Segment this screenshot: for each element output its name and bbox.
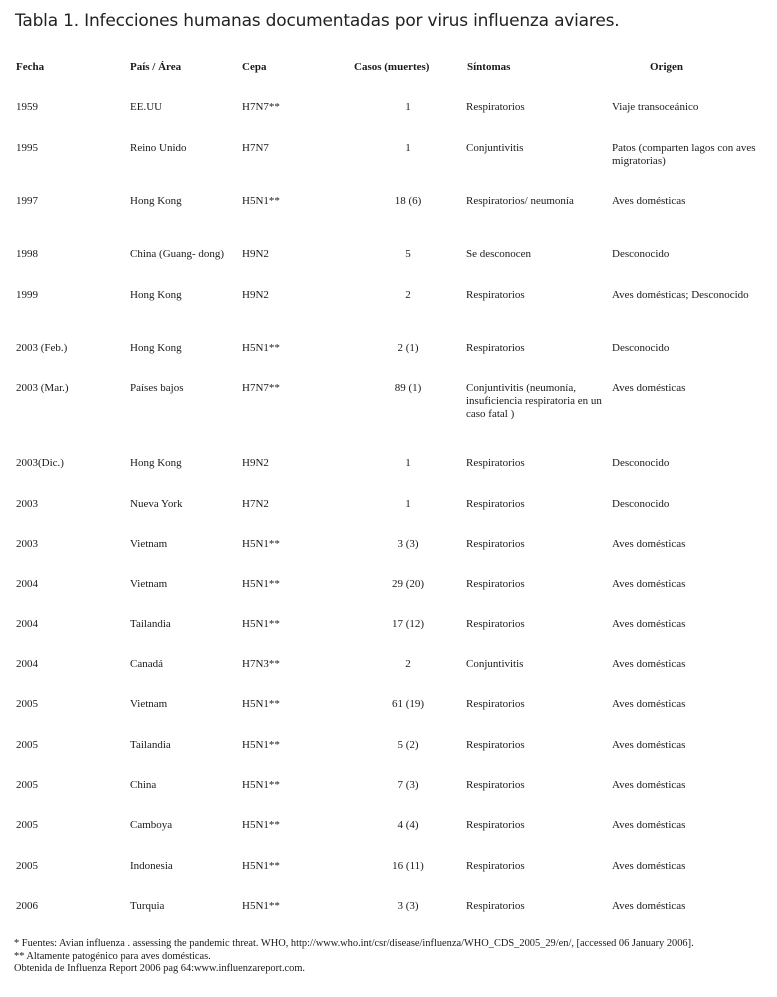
cell-pais: Vietnam bbox=[130, 698, 168, 710]
cell-origen: Desconocido bbox=[612, 342, 670, 354]
cell-cepa: H7N3** bbox=[242, 658, 280, 670]
cell-casos: 5 bbox=[405, 248, 411, 260]
cell-cepa: H7N2 bbox=[242, 498, 269, 510]
cell-fecha: 2003 (Mar.) bbox=[16, 382, 69, 394]
footnote-obtained-from: Obtenida de Influenza Report 2006 pag 64:www.influenzareport.com. bbox=[14, 963, 306, 974]
cell-sintomas: Respiratorios bbox=[466, 101, 525, 113]
cell-sintomas: Respiratorios bbox=[466, 618, 525, 630]
cell-fecha: 2003 bbox=[16, 498, 38, 510]
cell-casos: 1 bbox=[405, 142, 411, 154]
cell-casos: 2 (1) bbox=[397, 342, 419, 354]
cell-origen: Patos (comparten lagos con aves migratorias) bbox=[612, 142, 756, 167]
cell-origen: Aves domésticas bbox=[612, 739, 686, 751]
cell-pais: Turquia bbox=[130, 900, 165, 912]
header-origen: Origen bbox=[650, 61, 683, 73]
table-row bbox=[0, 618, 777, 658]
cell-fecha: 1998 bbox=[16, 248, 38, 260]
header-cepa: Cepa bbox=[242, 61, 267, 73]
cell-origen: Aves domésticas bbox=[612, 900, 686, 912]
footnotes bbox=[14, 938, 694, 976]
cell-cepa: H7N7** bbox=[242, 101, 280, 113]
cell-origen: Aves domésticas bbox=[612, 578, 686, 590]
cell-sintomas: Conjuntivitis (neumonía, insuficiencia respiratoria en un caso fatal ) bbox=[466, 382, 602, 420]
header-pais: País / Área bbox=[130, 61, 182, 73]
table-row bbox=[0, 578, 777, 618]
cell-sintomas: Respiratorios bbox=[466, 819, 525, 831]
cell-sintomas: Respiratorios bbox=[466, 698, 525, 710]
cell-pais: Camboya bbox=[130, 819, 173, 831]
cell-cepa: H5N1** bbox=[242, 618, 280, 630]
cell-sintomas: Respiratorios bbox=[466, 538, 525, 550]
cell-cepa: H5N1** bbox=[242, 819, 280, 831]
cell-fecha: 1997 bbox=[16, 195, 38, 207]
cell-pais: Hong Kong bbox=[130, 342, 182, 354]
cell-casos: 4 (4) bbox=[397, 819, 419, 831]
cell-casos: 16 (11) bbox=[392, 860, 424, 872]
cell-cepa: H5N1** bbox=[242, 538, 280, 550]
cell-fecha: 2004 bbox=[16, 658, 38, 670]
table-row bbox=[0, 289, 777, 329]
cell-sintomas: Respiratorios bbox=[466, 289, 525, 301]
cell-pais: Tailandia bbox=[130, 618, 171, 630]
cell-fecha: 2005 bbox=[16, 819, 38, 831]
cell-fecha: 2004 bbox=[16, 578, 38, 590]
cell-origen: Viaje transoceánico bbox=[612, 101, 699, 113]
cell-cepa: H5N1** bbox=[242, 578, 280, 590]
cell-pais: China bbox=[130, 779, 157, 791]
cell-origen: Aves domésticas bbox=[612, 538, 686, 550]
table-row bbox=[0, 195, 777, 235]
cell-sintomas: Conjuntivitis bbox=[466, 658, 524, 670]
cell-cepa: H5N1** bbox=[242, 739, 280, 751]
cell-sintomas: Respiratorios bbox=[466, 498, 525, 510]
table-row bbox=[0, 658, 777, 698]
cell-pais: Reino Unido bbox=[130, 142, 187, 154]
table-row bbox=[0, 900, 777, 940]
table-row bbox=[0, 739, 777, 779]
cell-pais: Indonesia bbox=[130, 860, 173, 872]
cell-origen: Desconocido bbox=[612, 248, 670, 260]
header-casos: Casos (muertes) bbox=[354, 61, 430, 73]
header-fecha: Fecha bbox=[16, 61, 45, 73]
cell-fecha: 2003 (Feb.) bbox=[16, 342, 68, 354]
cell-origen: Aves domésticas; Desconocido bbox=[612, 289, 749, 301]
cell-cepa: H9N2 bbox=[242, 289, 269, 301]
cell-casos: 1 bbox=[405, 101, 411, 113]
cell-fecha: 2006 bbox=[16, 900, 38, 912]
cell-cepa: H9N2 bbox=[242, 248, 269, 260]
table-row bbox=[0, 538, 777, 578]
cell-casos: 61 (19) bbox=[391, 698, 425, 710]
cell-casos: 1 bbox=[405, 457, 411, 469]
cell-fecha: 1959 bbox=[16, 101, 38, 113]
table-row bbox=[0, 860, 777, 900]
cell-origen: Desconocido bbox=[612, 498, 670, 510]
cell-sintomas: Se desconocen bbox=[466, 248, 532, 260]
cell-cepa: H7N7** bbox=[242, 382, 280, 394]
footnote-sources: * Fuentes: Avian influenza . assessing the pandemic threat. WHO, http://www.who.int/csr/disease/influenza/WHO_CDS_2005_29/en/, [accessed 06 January 2006]. bbox=[14, 938, 694, 949]
cell-cepa: H5N1** bbox=[242, 779, 280, 791]
cell-origen: Desconocido bbox=[612, 457, 670, 469]
table-row bbox=[0, 101, 777, 141]
header-sintomas: Síntomas bbox=[467, 61, 511, 73]
cell-casos: 18 (6) bbox=[394, 195, 422, 207]
cell-casos: 5 (2) bbox=[397, 739, 419, 751]
cell-fecha: 2004 bbox=[16, 618, 38, 630]
table-row bbox=[0, 819, 777, 859]
cell-sintomas: Respiratorios/ neumonía bbox=[466, 195, 574, 207]
cell-casos: 89 (1) bbox=[394, 382, 422, 394]
cell-sintomas: Respiratorios bbox=[466, 457, 525, 469]
cell-cepa: H5N1** bbox=[242, 900, 280, 912]
cell-cepa: H5N1** bbox=[242, 342, 280, 354]
table-row bbox=[0, 142, 777, 182]
cell-origen: Aves domésticas bbox=[612, 658, 686, 670]
cell-sintomas: Respiratorios bbox=[466, 578, 525, 590]
cell-fecha: 2005 bbox=[16, 860, 38, 872]
table-title: Tabla 1. Infecciones humanas documentadas por virus influenza aviares. bbox=[15, 11, 620, 31]
cell-sintomas: Respiratorios bbox=[466, 779, 525, 791]
cell-cepa: H5N1** bbox=[242, 195, 280, 207]
cell-cepa: H5N1** bbox=[242, 698, 280, 710]
cell-fecha: 1995 bbox=[16, 142, 38, 154]
cell-pais: Países bajos bbox=[130, 382, 184, 394]
cell-pais: Canadá bbox=[130, 658, 163, 670]
cell-pais: Hong Kong bbox=[130, 289, 182, 301]
cell-origen: Aves domésticas bbox=[612, 698, 686, 710]
table-row bbox=[0, 382, 777, 422]
cell-sintomas: Respiratorios bbox=[466, 860, 525, 872]
cell-fecha: 2003 bbox=[16, 538, 38, 550]
cell-fecha: 2003(Dic.) bbox=[16, 457, 64, 469]
cell-casos: 2 bbox=[405, 658, 411, 670]
cell-casos: 17 (12) bbox=[391, 618, 425, 630]
cell-origen: Aves domésticas bbox=[612, 819, 686, 831]
cell-fecha: 2005 bbox=[16, 698, 38, 710]
cell-fecha: 2005 bbox=[16, 779, 38, 791]
cell-pais: Vietnam bbox=[130, 578, 168, 590]
table-row bbox=[0, 498, 777, 538]
cell-casos: 2 bbox=[405, 289, 411, 301]
cell-casos: 7 (3) bbox=[397, 779, 419, 791]
cell-cepa: H5N1** bbox=[242, 860, 280, 872]
cell-sintomas: Conjuntivitis bbox=[466, 142, 524, 154]
cell-cepa: H7N7 bbox=[242, 142, 269, 154]
cell-origen: Aves domésticas bbox=[612, 779, 686, 791]
footnote-pathogenic: ** Altamente patogénico para aves domésticas. bbox=[14, 950, 211, 962]
table-row bbox=[0, 698, 777, 738]
cell-sintomas: Respiratorios bbox=[466, 739, 525, 751]
cell-pais: Nueva York bbox=[130, 498, 183, 510]
cell-casos: 29 (20) bbox=[391, 578, 425, 590]
table-row bbox=[0, 248, 777, 288]
table-row bbox=[0, 457, 777, 497]
cell-pais: EE.UU bbox=[130, 101, 163, 113]
cell-pais: Tailandia bbox=[130, 739, 171, 751]
cell-casos: 3 (3) bbox=[397, 900, 419, 912]
cell-origen: Aves domésticas bbox=[612, 195, 686, 207]
cell-fecha: 2005 bbox=[16, 739, 38, 751]
cell-sintomas: Respiratorios bbox=[466, 342, 525, 354]
cell-pais: Hong Kong bbox=[130, 195, 182, 207]
table-row bbox=[0, 342, 777, 382]
cell-fecha: 1999 bbox=[16, 289, 38, 301]
cell-pais: Hong Kong bbox=[130, 457, 182, 469]
cell-sintomas: Respiratorios bbox=[466, 900, 525, 912]
cell-origen: Aves domésticas bbox=[612, 860, 686, 872]
cell-pais: Vietnam bbox=[130, 538, 168, 550]
cell-origen: Aves domésticas bbox=[612, 618, 686, 630]
cell-casos: 1 bbox=[405, 498, 411, 510]
cell-pais: China (Guang- dong) bbox=[130, 248, 225, 260]
cell-origen: Aves domésticas bbox=[612, 382, 686, 394]
cell-casos: 3 (3) bbox=[397, 538, 419, 550]
cell-cepa: H9N2 bbox=[242, 457, 269, 469]
table-row bbox=[0, 779, 777, 819]
